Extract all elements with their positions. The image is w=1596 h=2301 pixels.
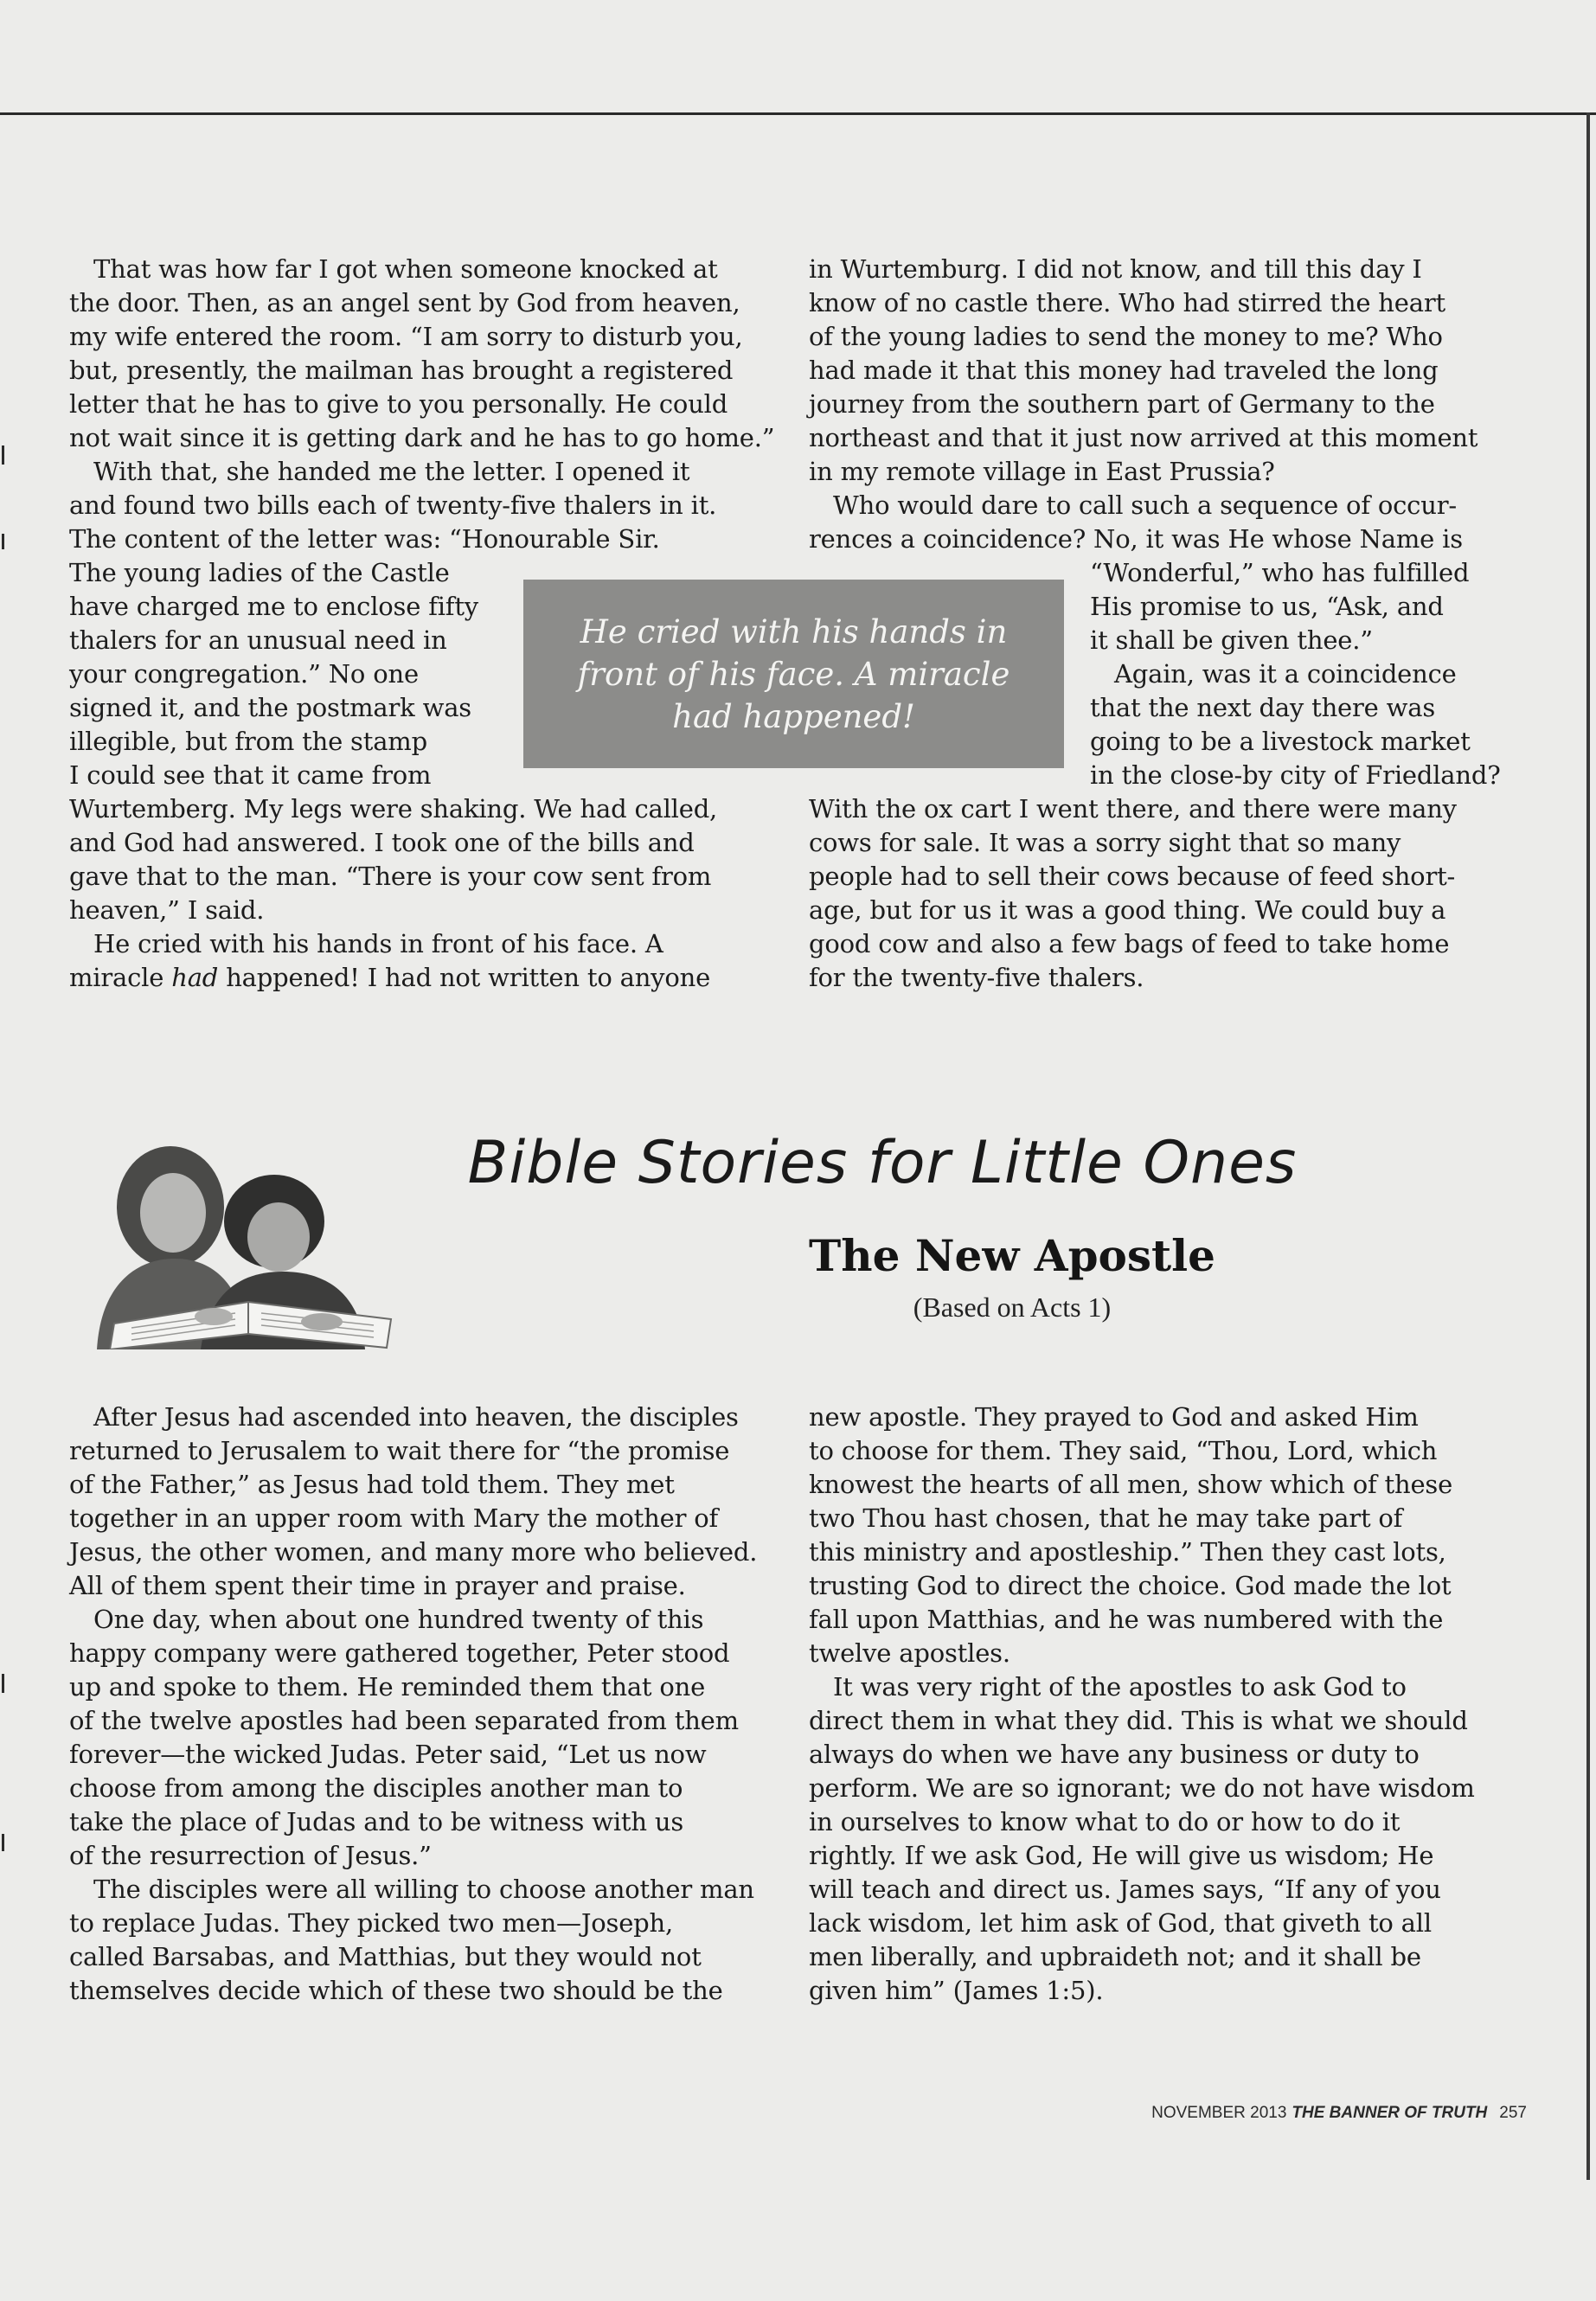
text-line: not wait since it is getting dark and he has to go home.” <box>69 423 775 452</box>
page-footer <box>1151 2104 1527 2123</box>
text-line: happy company were gathered together, Peter stood <box>69 1638 730 1668</box>
text-line: in ourselves to know what to do or how to do it <box>809 1807 1401 1836</box>
magazine-name: THE BANNER OF TRUTH <box>1292 2104 1488 2122</box>
text-line: good cow and also a few bags of feed to take home <box>809 929 1450 958</box>
emphasis-had: had <box>171 963 219 992</box>
text-line <box>69 961 779 995</box>
text-line: His promise to us, “Ask, and <box>1090 592 1444 621</box>
text-line: Wurtemberg. My legs were shaking. We had called, <box>69 794 718 824</box>
text-line: The content of the letter was: “Honourable Sir. <box>69 524 660 554</box>
text-line: but, presently, the mailman has brought a registered <box>69 356 734 385</box>
story-bottom-left-column <box>69 1400 787 2008</box>
top-rule <box>0 112 1596 115</box>
text-line: always do when we have any business or duty to <box>809 1740 1420 1769</box>
text-line: It was very right of the apostles to ask God to <box>833 1672 1407 1702</box>
text-line: in my remote village in East Prussia? <box>809 457 1275 486</box>
text-line: The disciples were all willing to choose another man <box>93 1875 754 1904</box>
text-line: of the Father,” as Jesus had told them. They met <box>69 1470 675 1499</box>
text-line: people had to sell their cows because of feed short- <box>809 862 1456 891</box>
text-line: rightly. If we ask God, He will give us wisdom; He <box>809 1841 1434 1870</box>
text-line: have charged me to enclose fifty <box>69 592 478 621</box>
text-line: of the resurrection of Jesus.” <box>69 1841 432 1870</box>
text-line: to choose for them. They said, “Thou, Lord, which <box>809 1436 1438 1465</box>
text-line: called Barsabas, and Matthias, but they would not <box>69 1942 702 1971</box>
text-line: that the next day there was <box>1090 693 1436 722</box>
children-reading-photo <box>62 1116 426 1349</box>
text-line: given him” (James 1:5). <box>809 1976 1104 2005</box>
text-line: going to be a livestock market <box>1090 727 1471 756</box>
issue-date: NOVEMBER 2013 <box>1151 2104 1287 2122</box>
text-line: your congregation.” No one <box>69 659 419 689</box>
text-line: One day, when about one hundred twenty of this <box>93 1605 704 1634</box>
text-line: the door. Then, as an angel sent by God from heaven, <box>69 288 740 317</box>
text-line: of the twelve apostles had been separated from them <box>69 1706 739 1735</box>
text-line: it shall be given thee.” <box>1090 625 1373 655</box>
text-line: That was how far I got when someone knocked at <box>93 254 718 284</box>
text-line: themselves decide which of these two should be the <box>69 1976 723 2005</box>
text-line: thalers for an unusual need in <box>69 625 447 655</box>
text-line: perform. We are so ignorant; we do not have wisdom <box>809 1773 1475 1803</box>
text-line: returned to Jerusalem to wait there for “the promise <box>69 1436 730 1465</box>
text-line: will teach and direct us. James says, “If any of you <box>809 1875 1441 1904</box>
text-line: for the twenty-five thalers. <box>809 963 1144 992</box>
text-line: With the ox cart I went there, and there were many <box>809 794 1457 824</box>
text-line: signed it, and the postmark was <box>69 693 471 722</box>
text-line: knowest the hearts of all men, show which of these <box>809 1470 1453 1499</box>
text-line: two Thou hast chosen, that he may take part of <box>809 1503 1403 1533</box>
text-line: my wife entered the room. “I am sorry to disturb you, <box>69 322 743 351</box>
text-line: illegible, but from the stamp <box>69 727 427 756</box>
text-line: direct them in what they did. This is what we should <box>809 1706 1468 1735</box>
text-line: He cried with his hands in front of his face. A <box>93 929 663 958</box>
pull-quote-line: front of his face. A miracle <box>577 655 1010 693</box>
text-line: gave that to the man. “There is your cow sent from <box>69 862 712 891</box>
text-line: up and spoke to them. He reminded them that one <box>69 1672 706 1702</box>
story-title: The New Apostle <box>809 1230 1215 1281</box>
text-line: heaven,” I said. <box>69 895 265 925</box>
text-line: to replace Judas. They picked two men—Joseph, <box>69 1908 674 1938</box>
text-run: miracle <box>69 963 172 992</box>
text-line: journey from the southern part of Germany to the <box>809 389 1435 419</box>
text-line: Who would dare to call such a sequence of occur- <box>833 490 1457 520</box>
text-line: and found two bills each of twenty-five thalers in it. <box>69 490 717 520</box>
text-line: of the young ladies to send the money to me? Who <box>809 322 1443 351</box>
text-line: cows for sale. It was a sorry sight that so many <box>809 828 1401 857</box>
text-line: new apostle. They prayed to God and asked Him <box>809 1402 1419 1432</box>
text-line: With that, she handed me the letter. I opened it <box>93 457 690 486</box>
text-line: in Wurtemburg. I did not know, and till this day I <box>809 254 1422 284</box>
text-line: men liberally, and upbraideth not; and it shall be <box>809 1942 1421 1971</box>
story-subtitle: (Based on Acts 1) <box>913 1292 1112 1323</box>
text-line: “Wonderful,” who has fulfilled <box>1090 558 1470 587</box>
text-line: rences a coincidence? No, it was He whose Name is <box>809 524 1463 554</box>
text-line: this ministry and apostleship.” Then they cast lots, <box>809 1537 1446 1567</box>
text-run: happened! I had not written to anyone <box>218 963 711 992</box>
text-line: twelve apostles. <box>809 1638 1010 1668</box>
text-line: fall upon Matthias, and he was numbered with the <box>809 1605 1444 1634</box>
text-line: know of no castle there. Who had stirred the heart <box>809 288 1445 317</box>
pull-quote <box>523 580 1064 768</box>
text-line: lack wisdom, let him ask of God, that giveth to all <box>809 1908 1432 1938</box>
text-line: together in an upper room with Mary the mother of <box>69 1503 719 1533</box>
text-line: Again, was it a coincidence <box>1114 659 1457 689</box>
text-line: trusting God to direct the choice. God made the lot <box>809 1571 1452 1600</box>
right-edge-rule <box>1586 112 1590 2180</box>
page-number: 257 <box>1499 2104 1527 2122</box>
text-line: in the close-by city of Friedland? <box>1090 760 1501 790</box>
text-line: northeast and that it just now arrived at this moment <box>809 423 1478 452</box>
text-line: forever—the wicked Judas. Peter said, “Let us now <box>69 1740 707 1769</box>
text-line: The young ladies of the Castle <box>69 558 450 587</box>
text-line: and God had answered. I took one of the bills and <box>69 828 695 857</box>
pull-quote-line: had happened! <box>672 697 915 735</box>
text-line: letter that he has to give to you personally. He could <box>69 389 728 419</box>
text-line: had made it that this money had traveled the long <box>809 356 1439 385</box>
pull-quote-line: He cried with his hands in <box>580 612 1008 651</box>
story-bottom-right-column <box>809 1400 1527 2008</box>
text-line: After Jesus had ascended into heaven, the disciples <box>93 1402 739 1432</box>
text-line: Jesus, the other women, and many more who believed. <box>69 1537 758 1567</box>
text-line: take the place of Judas and to be witness with us <box>69 1807 684 1836</box>
series-title: Bible Stories for Little Ones <box>467 1129 1298 1197</box>
text-line: age, but for us it was a good thing. We could buy a <box>809 895 1446 925</box>
text-line: All of them spent their time in prayer and praise. <box>69 1571 686 1600</box>
text-line: I could see that it came from <box>69 760 432 790</box>
text-line: choose from among the disciples another man to <box>69 1773 683 1803</box>
